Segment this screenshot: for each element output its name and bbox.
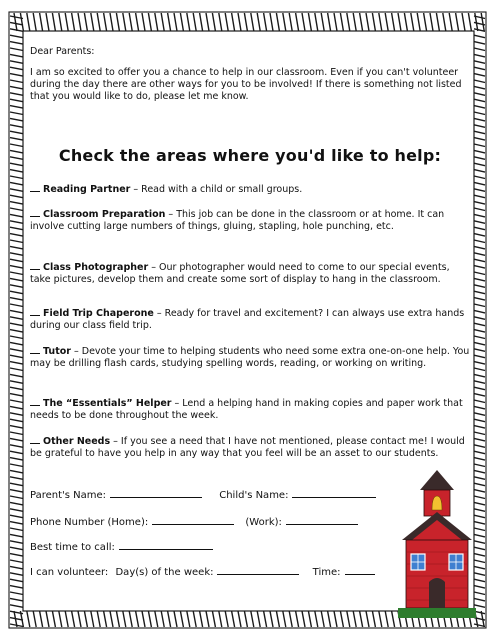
option-title: Class Photographer xyxy=(43,262,149,273)
intro-paragraph: I am so excited to offer you a chance to help in our classroom. Even if you can't volunteer during the day there are other ways for you to be involved! If there is something not listed that you would like to do, please let me know. xyxy=(30,67,462,102)
option-title: The “Essentials” Helper xyxy=(43,398,172,409)
option-classroom-preparation: Classroom Preparation – This job can be done in the classroom or at home. It can involve cutting large numbers of things, gluing, stapling, hole punching, etc. xyxy=(30,209,445,232)
days-field[interactable] xyxy=(217,565,299,575)
option-class-photographer: Class Photographer – Our photographer would need to come to our special events, take pictures, develop them and create some sort of display to hang in the classroom. xyxy=(30,262,450,285)
option-description: Lend a helping hand in making copies and paper work that needs to be done throughout the week. xyxy=(30,398,463,421)
option-essentials-helper: The “Essentials” Helper – Lend a helping hand in making copies and paper work that needs to be done throughout the week. xyxy=(30,398,463,421)
time-field[interactable] xyxy=(345,565,375,575)
option-title: Other Needs xyxy=(43,436,111,447)
checkbox-blank[interactable] xyxy=(30,262,40,270)
parents-name-label: Parent's Name: xyxy=(30,490,107,501)
work-phone-label: (Work): xyxy=(245,517,282,528)
volunteer-row xyxy=(30,565,375,578)
option-reading-partner: Reading Partner – Read with a child or small groups. xyxy=(30,184,470,196)
best-time-label: Best time to call: xyxy=(30,542,115,553)
option-description: Our photographer would need to come to our special events, take pictures, develop them and create some sort of display to hang in the classroom. xyxy=(30,262,450,285)
option-title: Reading Partner xyxy=(43,184,131,195)
option-other-needs: Other Needs – If you see a need that I have not mentioned, please contact me! I would be grateful to have you help in any way that you feel will be an asset to our students. xyxy=(30,436,465,459)
option-description: Devote your time to helping students who need some extra one-on-one help. You may be drilling flash cards, studying spelling words, reading, or working on writing. xyxy=(30,346,470,369)
option-description: Ready for travel and excitement? I can always use extra hands during our class field trip. xyxy=(30,308,465,331)
section-heading: Check the areas where you'd like to help: xyxy=(58,146,442,165)
schoolhouse-illustration xyxy=(398,468,476,618)
door-icon xyxy=(429,578,445,608)
greeting: Dear Parents: xyxy=(30,46,95,57)
days-label: Day(s) of the week: xyxy=(115,567,214,578)
home-phone-label: Phone Number (Home): xyxy=(30,517,149,528)
checkbox-blank[interactable] xyxy=(30,346,40,354)
childs-name-label: Child's Name: xyxy=(219,490,289,501)
option-description: Read with a child or small groups. xyxy=(141,184,303,195)
checkbox-blank[interactable] xyxy=(30,209,40,217)
option-description: If you see a need that I have not mentioned, please contact me! I would be grateful to have you help in any way that you feel will be an asset to our students. xyxy=(30,436,465,459)
home-phone-field[interactable] xyxy=(152,515,234,525)
checkbox-blank[interactable] xyxy=(30,398,40,406)
option-description: This job can be done in the classroom or at home. It can involve cutting large numbers of things, gluing, stapling, hole punching, etc. xyxy=(30,209,445,232)
option-title: Field Trip Chaperone xyxy=(43,308,154,319)
option-title: Tutor xyxy=(43,346,71,357)
checkbox-blank[interactable] xyxy=(30,184,40,192)
parents-name-field[interactable] xyxy=(110,488,202,498)
time-label: Time: xyxy=(312,567,341,578)
schoolhouse-icon xyxy=(398,470,476,618)
work-phone-field[interactable] xyxy=(286,515,358,525)
phone-row xyxy=(30,515,358,528)
option-field-trip-chaperone: Field Trip Chaperone – Ready for travel and excitement? I can always use extra hands during our class field trip. xyxy=(30,308,465,331)
childs-name-field[interactable] xyxy=(292,488,376,498)
volunteer-label: I can volunteer: xyxy=(30,567,109,578)
best-time-row xyxy=(30,540,213,553)
names-row xyxy=(30,488,376,501)
checkbox-blank[interactable] xyxy=(30,436,40,444)
option-title: Classroom Preparation xyxy=(43,209,166,220)
best-time-field[interactable] xyxy=(119,540,213,550)
option-tutor: Tutor – Devote your time to helping students who need some extra one-on-one help. You may be drilling flash cards, studying spelling words, reading, or working on writing. xyxy=(30,346,470,369)
checkbox-blank[interactable] xyxy=(30,308,40,316)
